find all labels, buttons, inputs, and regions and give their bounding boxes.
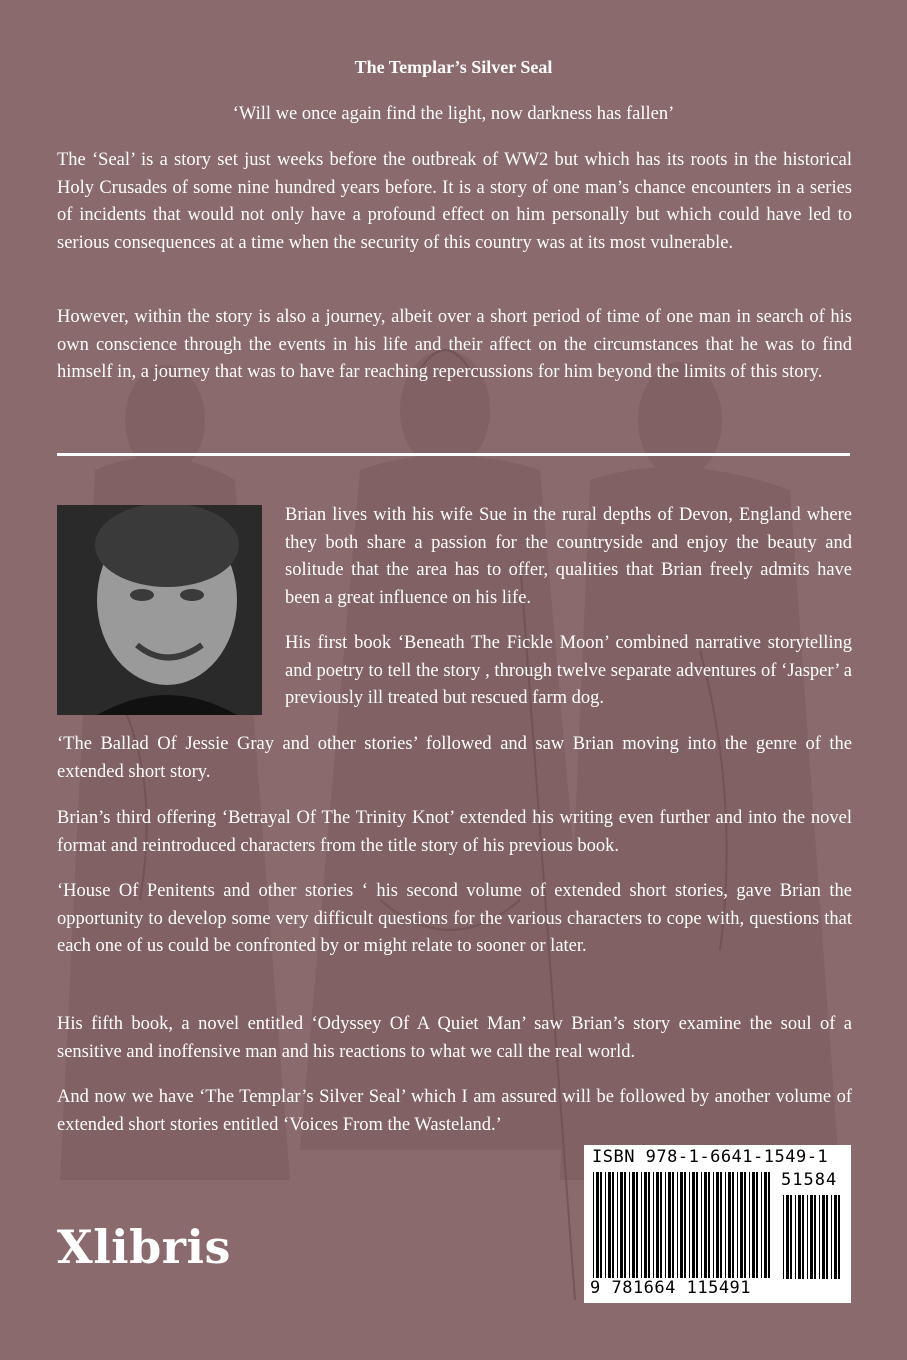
bio-paragraph-2: His first book ‘Beneath The Fickle Moon’ combined narrative storytelling and poetry to tell the story , through twelve separate adventures of ‘Jasper’ a previously ill treated but rescued farm dog.: [285, 633, 852, 708]
barcode-bars: [592, 1172, 772, 1278]
publisher-logo: Xlibris: [57, 1220, 231, 1274]
book-tagline: ‘Will we once again find the light, now darkness has fallen’: [232, 104, 675, 124]
bio-paragraph-1: Brian lives with his wife Sue in the rural depths of Devon, England where they both share a passion for the countryside and enjoy the beauty and solitude that the area has to offer, qualities that Brian freely admits have been a great influence on his life.: [285, 505, 852, 608]
isbn-digits: 9 781664 115491: [590, 1278, 752, 1298]
isbn-barcode: [584, 1145, 851, 1303]
bio-paragraph-4: Brian’s third offering ‘Betrayal Of The Trinity Knot’ extended his writing even further and into the novel format and reintroduced characters from the title story of his previous book.: [57, 808, 852, 856]
bio-paragraph-7: And now we have ‘The Templar’s Silver Seal’ which I am assured will be followed by another volume of extended short stories entitled ‘Voices From the Wasteland.’: [57, 1087, 852, 1135]
section-divider: [57, 453, 850, 456]
bio-paragraph-6: His fifth book, a novel entitled ‘Odyssey Of A Quiet Man’ saw Brian’s story examine the soul of a sensitive and inoffensive man and his reactions to what we call the real world.: [57, 1014, 852, 1062]
synopsis-paragraph-1: The ‘Seal’ is a story set just weeks before the outbreak of WW2 but which has its roots in the historical Holy Crusades of some nine hundred years before. It is a story of one man’s chance encounters in a series of incidents that would not only have a profound effect on him personally but which could have led to serious consequences at a time when the security of this country was at its most vulnerable.: [57, 150, 852, 253]
author-photo: [57, 505, 262, 715]
price-code: 51584: [781, 1170, 838, 1190]
addon-barcode-bars: [782, 1195, 844, 1279]
bio-paragraph-3: ‘The Ballad Of Jessie Gray and other stories’ followed and saw Brian moving into the genre of the extended short story.: [57, 734, 852, 782]
synopsis-paragraph-2: However, within the story is also a journey, albeit over a short period of time of one man in search of his own conscience through the events in his life and their affect on the circumstances that he was to find himself in, a journey that was to have far reaching repercussions for him beyond the limits of this story.: [57, 307, 852, 382]
isbn-text: ISBN 978-1-6641-1549-1: [592, 1147, 829, 1167]
book-title: The Templar’s Silver Seal: [354, 57, 553, 77]
bio-paragraph-5: ‘House Of Penitents and other stories ‘ his second volume of extended short stories, gave Brian the opportunity to develop some very difficult questions for the various characters to cope with, questions that each one of us could be confronted by or might relate to sooner or later.: [57, 881, 852, 956]
